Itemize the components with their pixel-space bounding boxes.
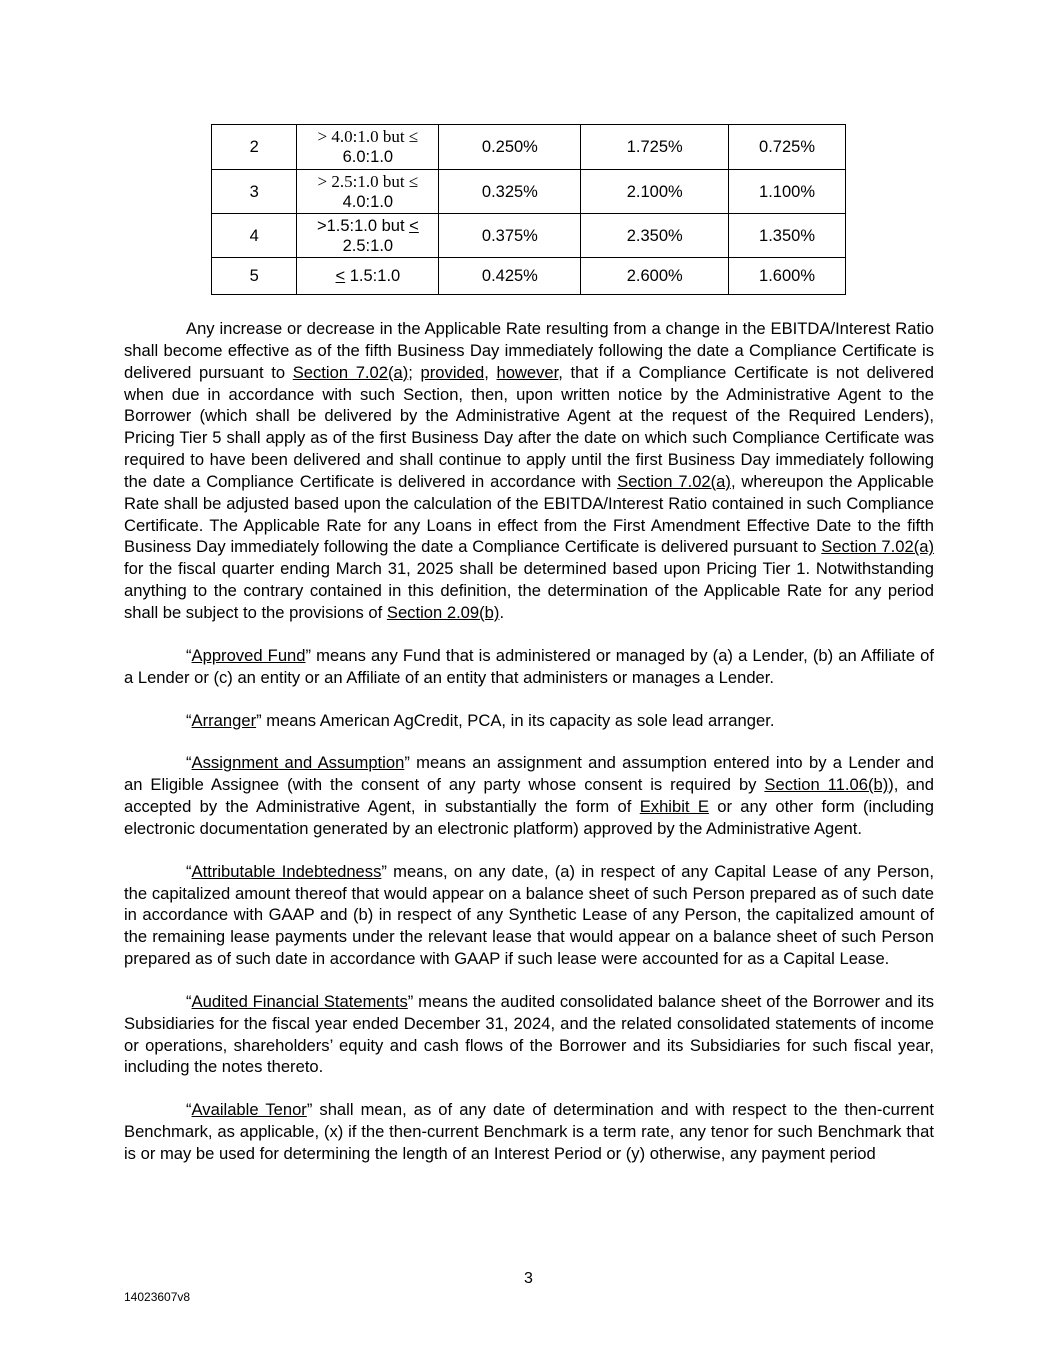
definition-text: means, on any date, (a) in respect of any Capital Lease of any Person, the capitalized amount thereof that would appear on a balance sheet of such Person prepared as of such date in accordance with GAAP and (b) in respect of any Synthetic Lease of any Person, the capitalized amount of the remaining lease payments under the relevant lease that would appear on a balance sheet of such Person prepared as of such date in accordance with GAAP if such lease were accounted for as a Capital Lease. (124, 861, 934, 969)
section-reference: Section 7.02(a) (617, 471, 731, 491)
definitions-body (124, 318, 934, 1165)
paragraph-text: ; (408, 362, 421, 382)
ratio-cell (297, 170, 439, 214)
paragraph-text: . (499, 602, 505, 622)
exhibit-reference: Exhibit E (639, 797, 709, 817)
applicable-rate-paragraph (124, 318, 934, 624)
rate-cell: 1.600% (729, 258, 846, 295)
rate-cell: 2.600% (581, 258, 729, 295)
section-reference: Section 7.02(a) (292, 362, 409, 382)
section-reference: Section 11.06(b) (764, 775, 889, 795)
tier-cell: 5 (212, 258, 297, 295)
paragraph-text: for the fiscal quarter ending March 31, 2025 shall be determined based upon Pricing Tier 1. Notwithstanding anything to the contrary contained in this definition, the determination of the Applicable Rate for any period shall be subject to the provisions of (124, 559, 934, 622)
section-reference: Section 2.09(b) (386, 602, 500, 622)
quote-mark: ” (256, 710, 262, 730)
page-number: 3 (524, 1270, 533, 1287)
rate-cell: 1.100% (729, 170, 846, 214)
rate-cell: 0.375% (439, 214, 581, 258)
ratio-cell (297, 214, 439, 258)
rate-cell: 1.725% (581, 125, 729, 170)
quote-mark: “ (186, 861, 192, 881)
defined-term: Attributable Indebtedness (191, 861, 382, 881)
quote-mark: ” (305, 645, 312, 665)
defined-term: Audited Financial Statements (191, 991, 408, 1011)
defined-term: Available Tenor (191, 1100, 307, 1120)
table-row (212, 125, 846, 170)
rate-cell: 2.100% (581, 170, 729, 214)
paragraph-text: , that if a Compliance Certificate is not delivered when due in accordance with such Section, then, upon written notice by the Administrative Agent to the Borrower (which shall be delivered by the Administrative Agent at the request of the Required Lenders), Pricing Tier 5 shall apply as of the first Business Day after the date on which such Compliance Certificate was required to have been delivered and shall continue to apply until the first Business Day immediately following the date a Compliance Certificate is delivered in accordance with (124, 362, 934, 491)
definition-arranger (124, 710, 934, 732)
quote-mark: ” (306, 1100, 313, 1120)
ratio-range-text: 1.5:1.0 (345, 267, 401, 285)
ratio-range-text: 4.0:1.0 (342, 192, 394, 211)
rate-cell: 2.350% (581, 214, 729, 258)
quote-mark: “ (186, 710, 192, 730)
definition-approved-fund (124, 645, 934, 689)
ratio-range-symbol: < (335, 267, 346, 285)
quote-mark: “ (186, 753, 192, 773)
rate-cell: 0.250% (439, 125, 581, 170)
quote-mark: ” (381, 861, 387, 881)
tier-cell: 2 (212, 125, 297, 170)
proviso-term: provided (420, 362, 485, 382)
tier-cell: 3 (212, 170, 297, 214)
proviso-term: however (496, 362, 559, 382)
definition-attributable-indebtedness (124, 861, 934, 970)
defined-term: Approved Fund (191, 645, 306, 665)
ratio-range-text: > 4.0:1.0 but ≤ (317, 127, 419, 146)
definition-text: means the audited consolidated balance sheet of the Borrower and its Subsidiaries for the fiscal year ended December 31, 2024, and the related consolidated statements of income or operations, shareholders’ equity and cash flows of the Borrower and its Subsidiaries for such fiscal year, including the notes thereto. (124, 991, 934, 1077)
definition-audited-financial-statements (124, 991, 934, 1078)
ratio-cell (297, 125, 439, 170)
rate-cell: 0.425% (439, 258, 581, 295)
rate-cell: 0.325% (439, 170, 581, 214)
definition-text: means American AgCredit, PCA, in its capacity as sole lead arranger. (261, 710, 775, 730)
definition-available-tenor (124, 1099, 934, 1165)
table-row (212, 170, 846, 214)
definition-text: or any other form (including electronic documentation generated by an electronic platform) approved by the Administrative Agent. (124, 797, 934, 838)
paragraph-text: , (484, 362, 497, 382)
ratio-range-text: >1.5:1.0 but (316, 216, 410, 235)
quote-mark: ” (404, 753, 410, 773)
quote-mark: ” (407, 991, 414, 1011)
table-row (212, 258, 846, 295)
ratio-range-symbol: < (409, 216, 419, 235)
section-reference: Section 7.02(a) (821, 537, 934, 557)
ratio-range-text: 6.0:1.0 (342, 148, 394, 166)
definition-assignment-and-assumption (124, 752, 934, 839)
rate-cell: 0.725% (729, 125, 846, 170)
quote-mark: “ (186, 645, 192, 665)
paragraph-text: Any increase or decrease in the Applicable Rate resulting from a change in the EBITDA/Interest Ratio shall become effective as of the fifth Business Day immediately following the date a Compliance Certificate is delivered pursuant to (124, 319, 934, 382)
tier-cell: 4 (212, 214, 297, 258)
definition-text: shall mean, as of any date of determination and with respect to the then-current Benchmark, as applicable, (x) if the then-current Benchmark is a term rate, any tenor for such Benchmark that is or may be used for determining the length of an Interest Period or (y) otherwise, any payment period (124, 1100, 934, 1163)
document-id: 14023607v8 (124, 1290, 191, 1304)
table-row (212, 214, 846, 258)
defined-term: Assignment and Assumption (191, 753, 405, 773)
paragraph-text: , whereupon the Applicable Rate shall be adjusted based upon the calculation of the EBITDA/Interest Ratio contained in such Compliance Certificate. The Applicable Rate for any Loans in effect from the First Amendment Effective Date to the fifth Business Day immediately following the date a Compliance Certificate is delivered pursuant to (124, 471, 934, 557)
definition-text: ), and accepted by the Administrative Agent, in substantially the form of (124, 775, 934, 817)
rate-cell: 1.350% (729, 214, 846, 258)
ratio-range-text: 2.5:1.0 (342, 236, 394, 255)
definition-text: means an assignment and assumption entered into by a Lender and an Eligible Assignee (with the consent of any party whose consent is required by (124, 753, 934, 795)
defined-term: Arranger (191, 710, 257, 730)
quote-mark: “ (186, 991, 192, 1011)
ratio-range-text: > 2.5:1.0 but ≤ (317, 171, 419, 191)
quote-mark: “ (186, 1100, 192, 1120)
definition-text: means any Fund that is administered or managed by (a) a Lender, (b) an Affiliate of a Lender or (c) an entity or an Affiliate of an entity that administers or manages a Lender. (124, 645, 934, 687)
ratio-cell (297, 258, 439, 295)
pricing-tier-table (211, 124, 846, 295)
